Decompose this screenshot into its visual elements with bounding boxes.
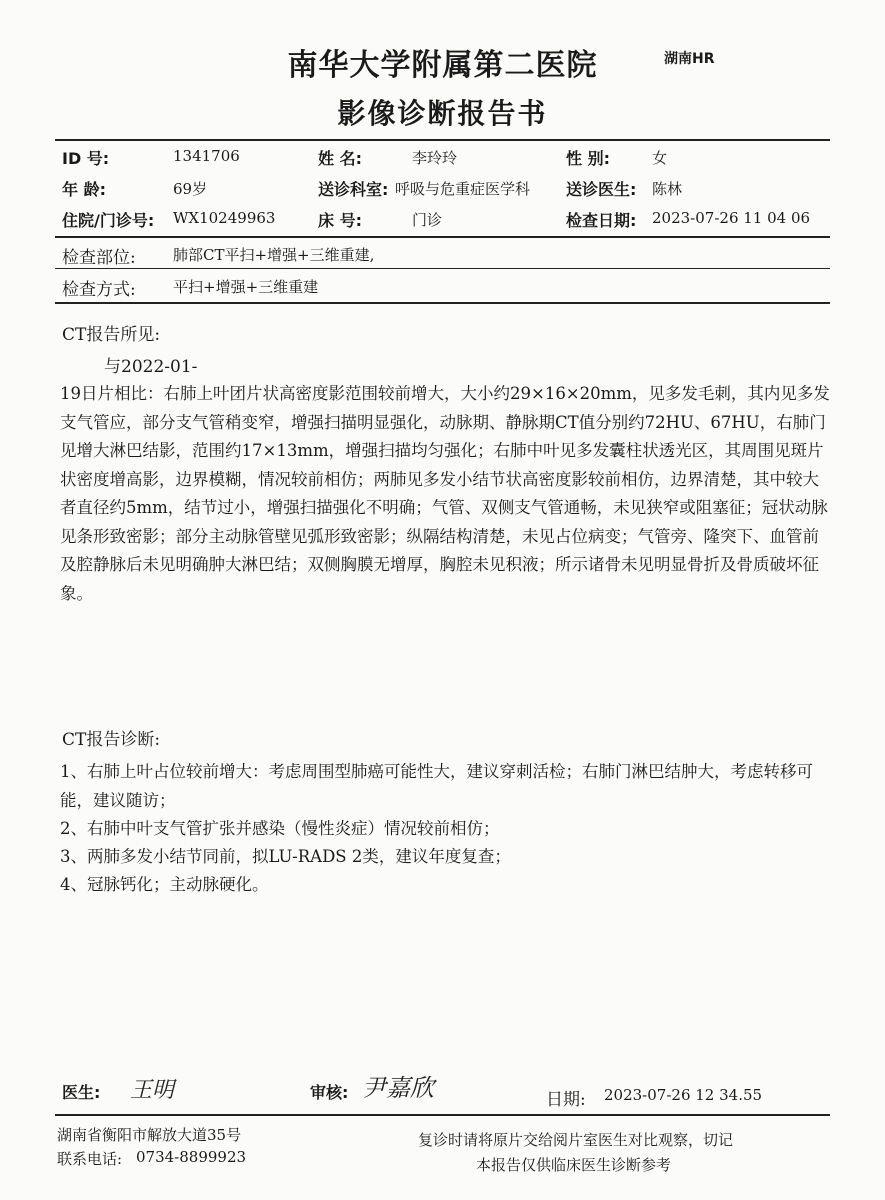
reviewer-label: 审核:: [310, 1083, 349, 1102]
exam-site-value: 肺部CT平扫+增强+三维重建,: [173, 246, 375, 264]
name-label: 姓 名:: [318, 149, 362, 168]
findings-heading: CT报告所见:: [62, 325, 161, 345]
exam-date-value: 2023-07-26 11 04 06: [652, 209, 811, 227]
sex-value: 女: [652, 149, 668, 167]
footer-rule: [55, 1114, 830, 1116]
age-value: 69岁: [173, 180, 208, 198]
exam-date-label: 检查日期:: [566, 211, 637, 230]
phone-label: 联系电话:: [57, 1150, 123, 1168]
notice-line-2: 本报告仅供临床医生诊断参考: [476, 1156, 672, 1174]
doctor-signature: 王明: [130, 1078, 175, 1103]
report-title: 影像诊断报告书: [337, 97, 548, 130]
exam-rule: [55, 268, 830, 269]
sex-label: 性 别:: [566, 149, 610, 168]
findings-first-line: 与2022-01-: [104, 357, 198, 377]
sign-date-label: 日期:: [546, 1090, 586, 1110]
diagnosis-item-4: 4、冠脉钙化；主动脉硬化。: [60, 875, 269, 894]
exam-site-label: 检查部位:: [62, 248, 136, 268]
diagnosis-heading: CT报告诊断:: [62, 730, 161, 750]
region-tag: 湖南HR: [664, 51, 715, 67]
header-rule-bottom: [55, 302, 830, 304]
inpatient-label: 住院/门诊号:: [62, 211, 155, 230]
id-value: 1341706: [173, 147, 240, 165]
diagnosis-item-2: 2、右肺中叶支气管扩张并感染（慢性炎症）情况较前相仿；: [60, 819, 500, 838]
sign-date-value: 2023-07-26 12 34.55: [604, 1086, 763, 1104]
notice-line-1: 复诊时请将原片交给阅片室医生对比观察，切记: [418, 1131, 734, 1149]
hospital-address: 湖南省衡阳市解放大道35号: [57, 1126, 242, 1144]
diagnosis-item-3: 3、两肺多发小结节同前，拟LU-RADS 2类，建议年度复查；: [60, 847, 511, 866]
id-label: ID 号:: [62, 149, 110, 168]
diagnosis-item-1: 1、右肺上叶占位较前增大：考虑周围型肺癌可能性大，建议穿刺活检；右肺门淋巴结肿大，考虑转移可能，建议随访；: [60, 762, 813, 810]
exam-method-label: 检查方式:: [62, 280, 136, 300]
header-rule-top: [55, 139, 830, 141]
findings-body: 19日片相比：右肺上叶团片状高密度影范围较前增大，大小约29×16×20mm，见多发毛刺，其内见多发支气管应，部分支气管稍变窄，增强扫描明显强化，动脉期、静脉期CT值分别约72HU、67HU，右肺门见增大淋巴结影，范围约17×13mm，增强扫描均匀强化；右肺中叶见多发囊柱状透光区，其周围见斑片状密度增高影，边界模糊，情况较前相仿；两肺见多发小结节状高密度影较前相仿，边界清楚，其中较大者直径约5mm，结节过小，增强扫描强化不明确；气管、双侧支气管通畅，未见狭窄或阻塞征；冠状动脉见条形致密影；部分主动脉管壁见弧形致密影；纵隔结构清楚，未见占位病变；气管旁、隆突下、血管前及腔静脉后未见明确肿大淋巴结；双侧胸膜无增厚，胸腔未见积液；所示诸骨未见明显骨折及骨质破坏征象。: [60, 384, 830, 603]
doctor-label: 送诊医生:: [566, 180, 637, 199]
bed-label: 床 号:: [318, 211, 362, 230]
age-label: 年 龄:: [62, 180, 106, 199]
name-value: 李玲玲: [412, 149, 458, 167]
bed-value: 门诊: [412, 211, 443, 229]
exam-method-value: 平扫+增强+三维重建: [173, 278, 319, 296]
hospital-name: 南华大学附属第二医院: [287, 48, 598, 83]
dept-value: 呼吸与危重症医学科: [395, 180, 531, 198]
signing-doctor-label: 医生:: [62, 1083, 101, 1102]
header-rule-mid: [55, 236, 830, 238]
referring-doctor-value: 陈林: [652, 180, 683, 198]
reviewer-signature: 尹嘉欣: [362, 1074, 434, 1102]
phone-value: 0734-8899923: [136, 1148, 247, 1166]
inpatient-value: WX10249963: [173, 209, 276, 227]
dept-label: 送诊科室:: [318, 180, 389, 199]
